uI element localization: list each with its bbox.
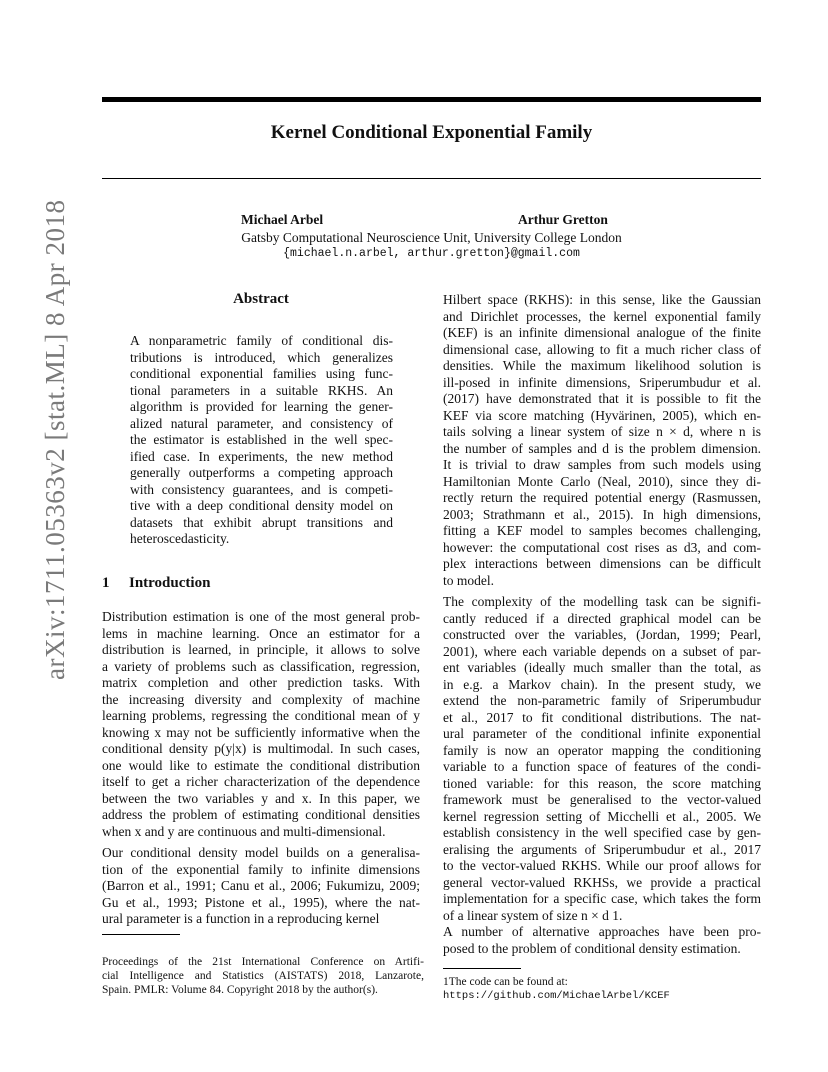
text-line: distribution is learned, in principle, it allows to solve	[102, 642, 420, 657]
text-line: tioned variable: for this reason, the score matching	[443, 775, 761, 791]
section-heading	[102, 575, 210, 592]
text-line: between the two variables y and x. In this paper, we	[102, 790, 420, 806]
code-footnote-url[interactable]: https://github.com/MichaelArbel/KCEF	[443, 990, 670, 1002]
footnote-rule-left	[102, 934, 180, 935]
text-line: (2017) have demonstrated that it is possible to fit the	[443, 391, 761, 406]
text-line: heteroscedasticity.	[130, 531, 230, 546]
text-line: extend the non-parametric family of Sriperumbudur	[443, 693, 761, 708]
text-line: tive with a deep conditional density model on	[130, 498, 393, 513]
text-line: 2003; Strathmann et al., 2015). In high dimensions,	[443, 506, 761, 522]
intro-paragraph-1	[102, 609, 420, 840]
text-line: to the vector-valued RKHS. While our proof allows for	[443, 858, 761, 873]
right-paragraph-2	[443, 594, 761, 924]
text-line: implementation for a specific case, which takes the form	[443, 891, 761, 906]
text-line: variable to a function space of features of the condi-	[443, 759, 761, 774]
section-number: 1	[102, 575, 110, 591]
text-line: Our conditional density model builds on a generalisa-	[102, 845, 420, 860]
text-line: constructed over the variables, (Jordan, 1999; Pearl,	[443, 627, 761, 642]
text-line: ill-posed in infinite dimensions, Sriperumbudur et al.	[443, 374, 761, 390]
text-line: ified case. In experiments, the new method	[130, 448, 393, 464]
text-line: to model.	[443, 572, 494, 588]
affiliation: Gatsby Computational Neuroscience Unit, University College London	[241, 230, 622, 245]
text-line: Distribution estimation is one of the most general prob-	[102, 609, 420, 624]
text-line: A number of alternative approaches have been pro-	[443, 924, 761, 939]
text-line: It is trivial to draw samples from such models using	[443, 457, 761, 472]
text-line: ent variables (ideally much smaller than the total, as	[443, 660, 761, 675]
text-line: et al., 2017 to fit conditional distributions. The nat-	[443, 709, 761, 725]
text-line: and Dirichlet processes, the kernel exponential family	[443, 308, 761, 324]
text-line: cantly reduced if a directed graphical model can be	[443, 610, 761, 626]
text-line: when x and y are continuous and multi-dimensional.	[102, 823, 386, 839]
text-line: cial Intelligence and Statistics (AISTATS) 2018, Lanzarote,	[102, 970, 424, 982]
text-line: KEF via score matching (Hyvärinen, 2005), which en-	[443, 407, 761, 423]
text-line: family is now an operator mapping the conditioning	[443, 742, 761, 758]
text-line: general vector-valued RKHSs, we provide a practical	[443, 874, 761, 890]
text-line: lems in machine learning. Once an estimator for a	[102, 625, 420, 641]
code-footnote-text: 1The code can be found at:	[443, 976, 568, 988]
text-line: Hilbert space (RKHS): in this sense, like the Gaussian	[443, 292, 761, 307]
text-line: tion of the exponential family to infinite dimensions	[102, 861, 420, 877]
text-line: one would like to estimate the conditional distribution	[102, 757, 420, 773]
text-line: ural parameter of the conditional infinite exponential	[443, 726, 761, 741]
text-line: dimensional case, allowing to fit a much richer class of	[443, 341, 761, 357]
text-line: densities. While the maximum likelihood solution is	[443, 358, 761, 373]
text-line: eralising the arguments of Sriperumbudur et al., 2017	[443, 841, 761, 857]
text-line: kernel regression setting of Micchelli et al., 2005. We	[443, 808, 761, 824]
text-line: algorithm is provided for learning the gener-	[130, 399, 393, 414]
text-line: however: the computational cost rises as d3, and com-	[443, 539, 761, 555]
paper-title: Kernel Conditional Exponential Family	[270, 122, 593, 143]
text-line: (KEF) is an infinite dimensional analogue of the finite	[443, 325, 761, 340]
intro-paragraph-2	[102, 845, 420, 928]
text-line: establish consistency in the well specified case by gen-	[443, 825, 761, 840]
text-line: learning problems, regressing the conditional mean of y	[102, 708, 420, 723]
text-line: Hamiltonian Monte Carlo (Neal, 2010), since they di-	[443, 473, 761, 489]
text-line: the increasing diversity and complexity of machine	[102, 691, 420, 707]
text-line: tributions is introduced, which generalizes	[130, 349, 393, 365]
text-line: plex interactions between dimensions can be difficult	[443, 556, 761, 571]
text-line: alized natural parameter, and consistency of	[130, 415, 393, 431]
section-title: Introduction	[129, 575, 211, 591]
text-line: A nonparametric family of conditional dis-	[130, 333, 393, 348]
text-line: generally outperforms a competing approach	[130, 465, 393, 480]
abstract-heading: Abstract	[233, 291, 289, 307]
text-line: framework must be generalised to the vector-valued	[443, 792, 761, 807]
text-line: The complexity of the modelling task can be signifi-	[443, 594, 761, 609]
text-line: Spain. PMLR: Volume 84. Copyright 2018 by the author(s).	[102, 984, 378, 996]
text-line: with consistency guarantees, and is competi-	[130, 481, 393, 497]
text-line: a variety of problems such as classification, regression,	[102, 658, 420, 674]
text-line: tails solving a linear system of size n × d, where n is	[443, 424, 761, 439]
text-line: conditional exponential families using func-	[130, 366, 393, 381]
abstract-body	[130, 333, 393, 548]
text-line: Proceedings of the 21st International Conference on Artifi-	[102, 956, 424, 968]
text-line: ural parameter is a function in a reproducing kernel	[102, 911, 380, 926]
text-line: the number of samples and d is the problem dimension.	[443, 440, 761, 456]
title-top-rule	[102, 97, 761, 102]
author-1: Michael Arbel	[241, 212, 324, 227]
text-line: fitting a KEF model to samples becomes challenging,	[443, 523, 761, 538]
text-line: address the problem of estimating conditional densities	[102, 807, 420, 822]
text-line: itself to get a richer characterization of the dependence	[102, 774, 420, 789]
right-paragraph-1	[443, 292, 761, 589]
text-line: matrix completion and other prediction tasks. With	[102, 675, 420, 690]
text-line: Gu et al., 1993; Pistone et al., 1995), where the nat-	[102, 894, 420, 910]
text-line: in e.g. a Markov chain). In the present study, we	[443, 676, 761, 692]
text-line: datasets that exhibit abrupt transitions and	[130, 514, 393, 530]
title-bottom-rule	[102, 178, 761, 179]
footnote-rule-right	[443, 968, 521, 969]
author-2: Arthur Gretton	[518, 212, 608, 227]
author-email: {michael.n.arbel, arthur.gretton}@gmail.com	[283, 247, 580, 260]
text-line: of a linear system of size n × d 1.	[443, 907, 623, 923]
text-line: conditional density p(y|x) is multimodal. In such cases,	[102, 741, 420, 756]
text-line: tional parameters in a suitable RKHS. An	[130, 382, 393, 398]
text-line: the estimator is established in the well spec-	[130, 432, 393, 447]
text-line: rectly return the required potential energy (Rasmussen,	[443, 490, 761, 505]
text-line: (Barron et al., 1991; Canu et al., 2006; Fukumizu, 2009;	[102, 878, 420, 893]
text-line: knowing x may not be sufficiently informative when the	[102, 724, 420, 740]
proceedings-footnote	[102, 955, 424, 997]
right-paragraph-3	[443, 924, 761, 957]
text-line: posed to the problem of conditional density estimation.	[443, 940, 741, 956]
arxiv-identifier: arXiv:1711.05363v2 [stat.ML] 8 Apr 2018	[40, 199, 70, 680]
code-footnote	[443, 975, 761, 1003]
text-line: 2001), where each variable depends on a subset of par-	[443, 643, 761, 659]
